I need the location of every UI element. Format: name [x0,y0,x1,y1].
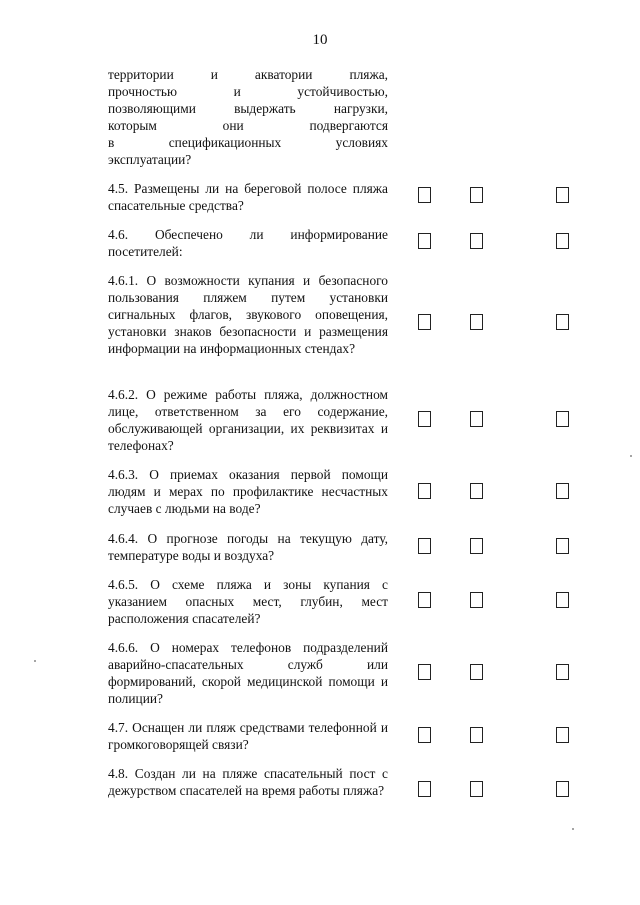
answer-checkbox-no[interactable] [470,187,483,203]
answer-checkbox-yes[interactable] [418,187,431,203]
answer-checkbox-no[interactable] [470,314,483,330]
answer-checkbox-no[interactable] [470,664,483,680]
answer-checkbox-yes[interactable] [418,538,431,554]
answer-checkbox-yes[interactable] [418,314,431,330]
answer-checkbox-yes[interactable] [418,233,431,249]
scan-speck [34,660,36,662]
answer-checkbox-na[interactable] [556,483,569,499]
question-text: 4.6.4. О прогнозе погоды на текущую дату, температуре воды и воздуха? [108,531,388,563]
answer-checkbox-yes[interactable] [418,411,431,427]
answer-checkbox-yes[interactable] [418,592,431,608]
question-text: 4.6.2. О режиме работы пляжа, должностном лице, ответственном за его содержание, обслуживающей организации, их реквизитах и телефонах? [108,387,388,453]
question-text: 4.6.1. О возможности купания и безопасного пользования пляжем путем установки сигнальных флагов, звукового оповещения, установки знаков безопасности и размещения информации на информационных стендах? [108,273,388,356]
answer-checkbox-na[interactable] [556,781,569,797]
continuation-line: эксплуатации? [108,152,192,167]
answer-checkbox-na[interactable] [556,314,569,330]
continuation-line: прочностью и устойчивостью, [108,84,388,99]
answer-checkbox-na[interactable] [556,538,569,554]
question-text: 4.6. Обеспечено ли информирование посетителей: [108,227,388,259]
page-number: 10 [312,32,328,48]
answer-checkbox-na[interactable] [556,411,569,427]
answer-checkbox-no[interactable] [470,727,483,743]
answer-checkbox-no[interactable] [470,781,483,797]
question-text: 4.6.5. О схеме пляжа и зоны купания с указанием опасных мест, глубин, мест расположения спасателей? [108,577,388,626]
answer-checkbox-na[interactable] [556,664,569,680]
answer-checkbox-no[interactable] [470,538,483,554]
answer-checkbox-yes[interactable] [418,483,431,499]
answer-checkbox-na[interactable] [556,233,569,249]
answer-checkbox-no[interactable] [470,592,483,608]
answer-checkbox-no[interactable] [470,483,483,499]
question-text: 4.6.3. О приемах оказания первой помощи людям и мерах по профилактике несчастных случаев с людьми на воде? [108,467,388,516]
question-text: 4.5. Размещены ли на береговой полосе пляжа спасательные средства? [108,181,388,213]
continuation-line: в спецификационных условиях [108,135,388,150]
continuation-line: территории и акватории пляжа, [108,67,388,82]
continuation-text [108,66,388,168]
question-text: 4.7. Оснащен ли пляж средствами телефонной и громкоговорящей связи? [108,720,388,752]
answer-checkbox-yes[interactable] [418,781,431,797]
answer-checkbox-na[interactable] [556,727,569,743]
question-text: 4.6.6. О номерах телефонов подразделений аварийно-спасательных служб или формирований, скорой медицинской помощи и полиции? [108,640,388,706]
scan-speck [572,828,574,830]
answer-checkbox-no[interactable] [470,411,483,427]
continuation-line: позволяющими выдержать нагрузки, [108,101,388,116]
scan-speck [630,455,632,457]
continuation-line: которым они подвергаются [108,118,388,133]
answer-checkbox-na[interactable] [556,187,569,203]
answer-checkbox-yes[interactable] [418,664,431,680]
answer-checkbox-no[interactable] [470,233,483,249]
question-text: 4.8. Создан ли на пляже спасательный пост с дежурством спасателей на время работы пляжа? [108,766,388,798]
answer-checkbox-na[interactable] [556,592,569,608]
answer-checkbox-yes[interactable] [418,727,431,743]
